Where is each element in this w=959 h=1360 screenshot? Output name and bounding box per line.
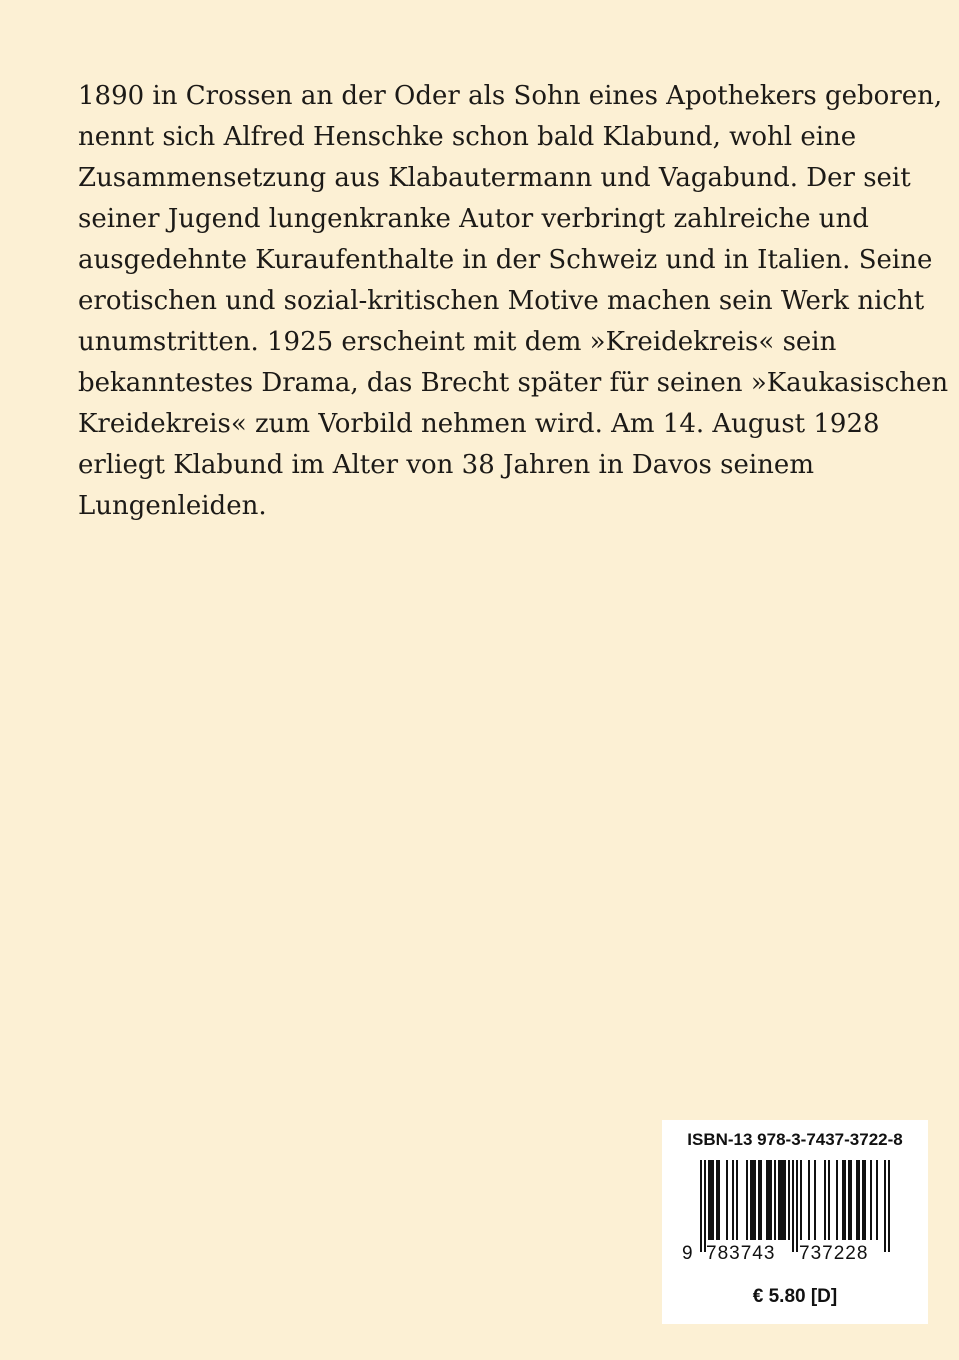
barcode-bar [716, 1160, 718, 1240]
blurb-line: Zusammensetzung aus Klabautermann und Vagabund. Der seit [78, 163, 911, 193]
blurb-line: Kreidekreis« zum Vorbild nehmen wird. Am 14. August 1928 [78, 409, 880, 439]
blurb-line: ausgedehnte Kuraufenthalte in der Schweiz und in Italien. Seine [78, 245, 933, 275]
barcode-bar [774, 1160, 776, 1240]
barcode-guard-bar [796, 1160, 798, 1252]
barcode-bar [842, 1160, 844, 1240]
barcode-digits-left: 783743 [706, 1243, 776, 1264]
barcode-bar [848, 1160, 850, 1240]
barcode-bar [766, 1160, 768, 1240]
barcode-bar [758, 1160, 760, 1240]
barcode-bar [808, 1160, 810, 1240]
barcode-bar [800, 1160, 802, 1240]
isbn-label: ISBN-13 978-3-7437-3722-8 [687, 1130, 903, 1149]
blurb-line: unumstritten. 1925 erscheint mit dem »Kreidekreis« sein [78, 327, 837, 357]
barcode-bar [770, 1160, 772, 1240]
back-cover-blurb [78, 76, 949, 527]
barcode-bar [726, 1160, 728, 1240]
barcode-bar [814, 1160, 816, 1240]
barcode-bar [844, 1160, 846, 1240]
barcode-bar [760, 1160, 762, 1240]
barcode-bar [746, 1160, 748, 1240]
barcode-bar [718, 1160, 720, 1240]
barcode-guard-bar [700, 1160, 702, 1252]
barcode-digit-first: 9 [682, 1243, 694, 1264]
barcode-bar [856, 1160, 858, 1240]
barcode-bar [784, 1160, 786, 1240]
blurb-line: Lungenleiden. [78, 491, 267, 521]
barcode-bar [712, 1160, 714, 1240]
barcode-guard-bar [792, 1160, 794, 1252]
blurb-line: erliegt Klabund im Alter von 38 Jahren in Davos seinem [78, 450, 814, 480]
barcode-bar [782, 1160, 784, 1240]
blurb-line: nennt sich Alfred Henschke schon bald Klabund, wohl eine [78, 122, 857, 152]
barcode-bar [876, 1160, 878, 1240]
barcode-bar [864, 1160, 866, 1240]
price-label: € 5.80 [D] [752, 1286, 838, 1307]
barcode-bar [824, 1160, 826, 1240]
barcode-bar [732, 1160, 734, 1240]
barcode-bar [780, 1160, 782, 1240]
blurb-line: erotischen und sozial-kritischen Motive machen sein Werk nicht [78, 286, 925, 316]
barcode-bar [850, 1160, 852, 1240]
barcode-bar [768, 1160, 770, 1240]
barcode-bar [750, 1160, 752, 1240]
barcode-bar [736, 1160, 738, 1240]
barcode-guard-bar [888, 1160, 890, 1252]
barcode-bar [828, 1160, 830, 1240]
barcode-bar [778, 1160, 780, 1240]
barcode-guard-bar [884, 1160, 886, 1252]
barcode-bar [788, 1160, 790, 1240]
barcode-digits-right: 737228 [799, 1243, 869, 1264]
barcode-bar [754, 1160, 756, 1240]
barcode-bar [752, 1160, 754, 1240]
barcode-bar [836, 1160, 838, 1240]
barcode-guard-bar [704, 1160, 706, 1252]
barcode-icon [690, 1160, 900, 1252]
barcode-bar [708, 1160, 710, 1240]
barcode-bar [862, 1160, 864, 1240]
blurb-line: seiner Jugend lungenkranke Autor verbringt zahlreiche und [78, 204, 869, 234]
barcode-bar [710, 1160, 712, 1240]
barcode-bar [858, 1160, 860, 1240]
isbn-barcode-box [662, 1120, 928, 1324]
blurb-line: 1890 in Crossen an der Oder als Sohn eines Apothekers geboren, [78, 81, 943, 111]
barcode-bar [870, 1160, 872, 1240]
blurb-line: bekanntestes Drama, das Brecht später für seinen »Kaukasischen [78, 368, 949, 398]
